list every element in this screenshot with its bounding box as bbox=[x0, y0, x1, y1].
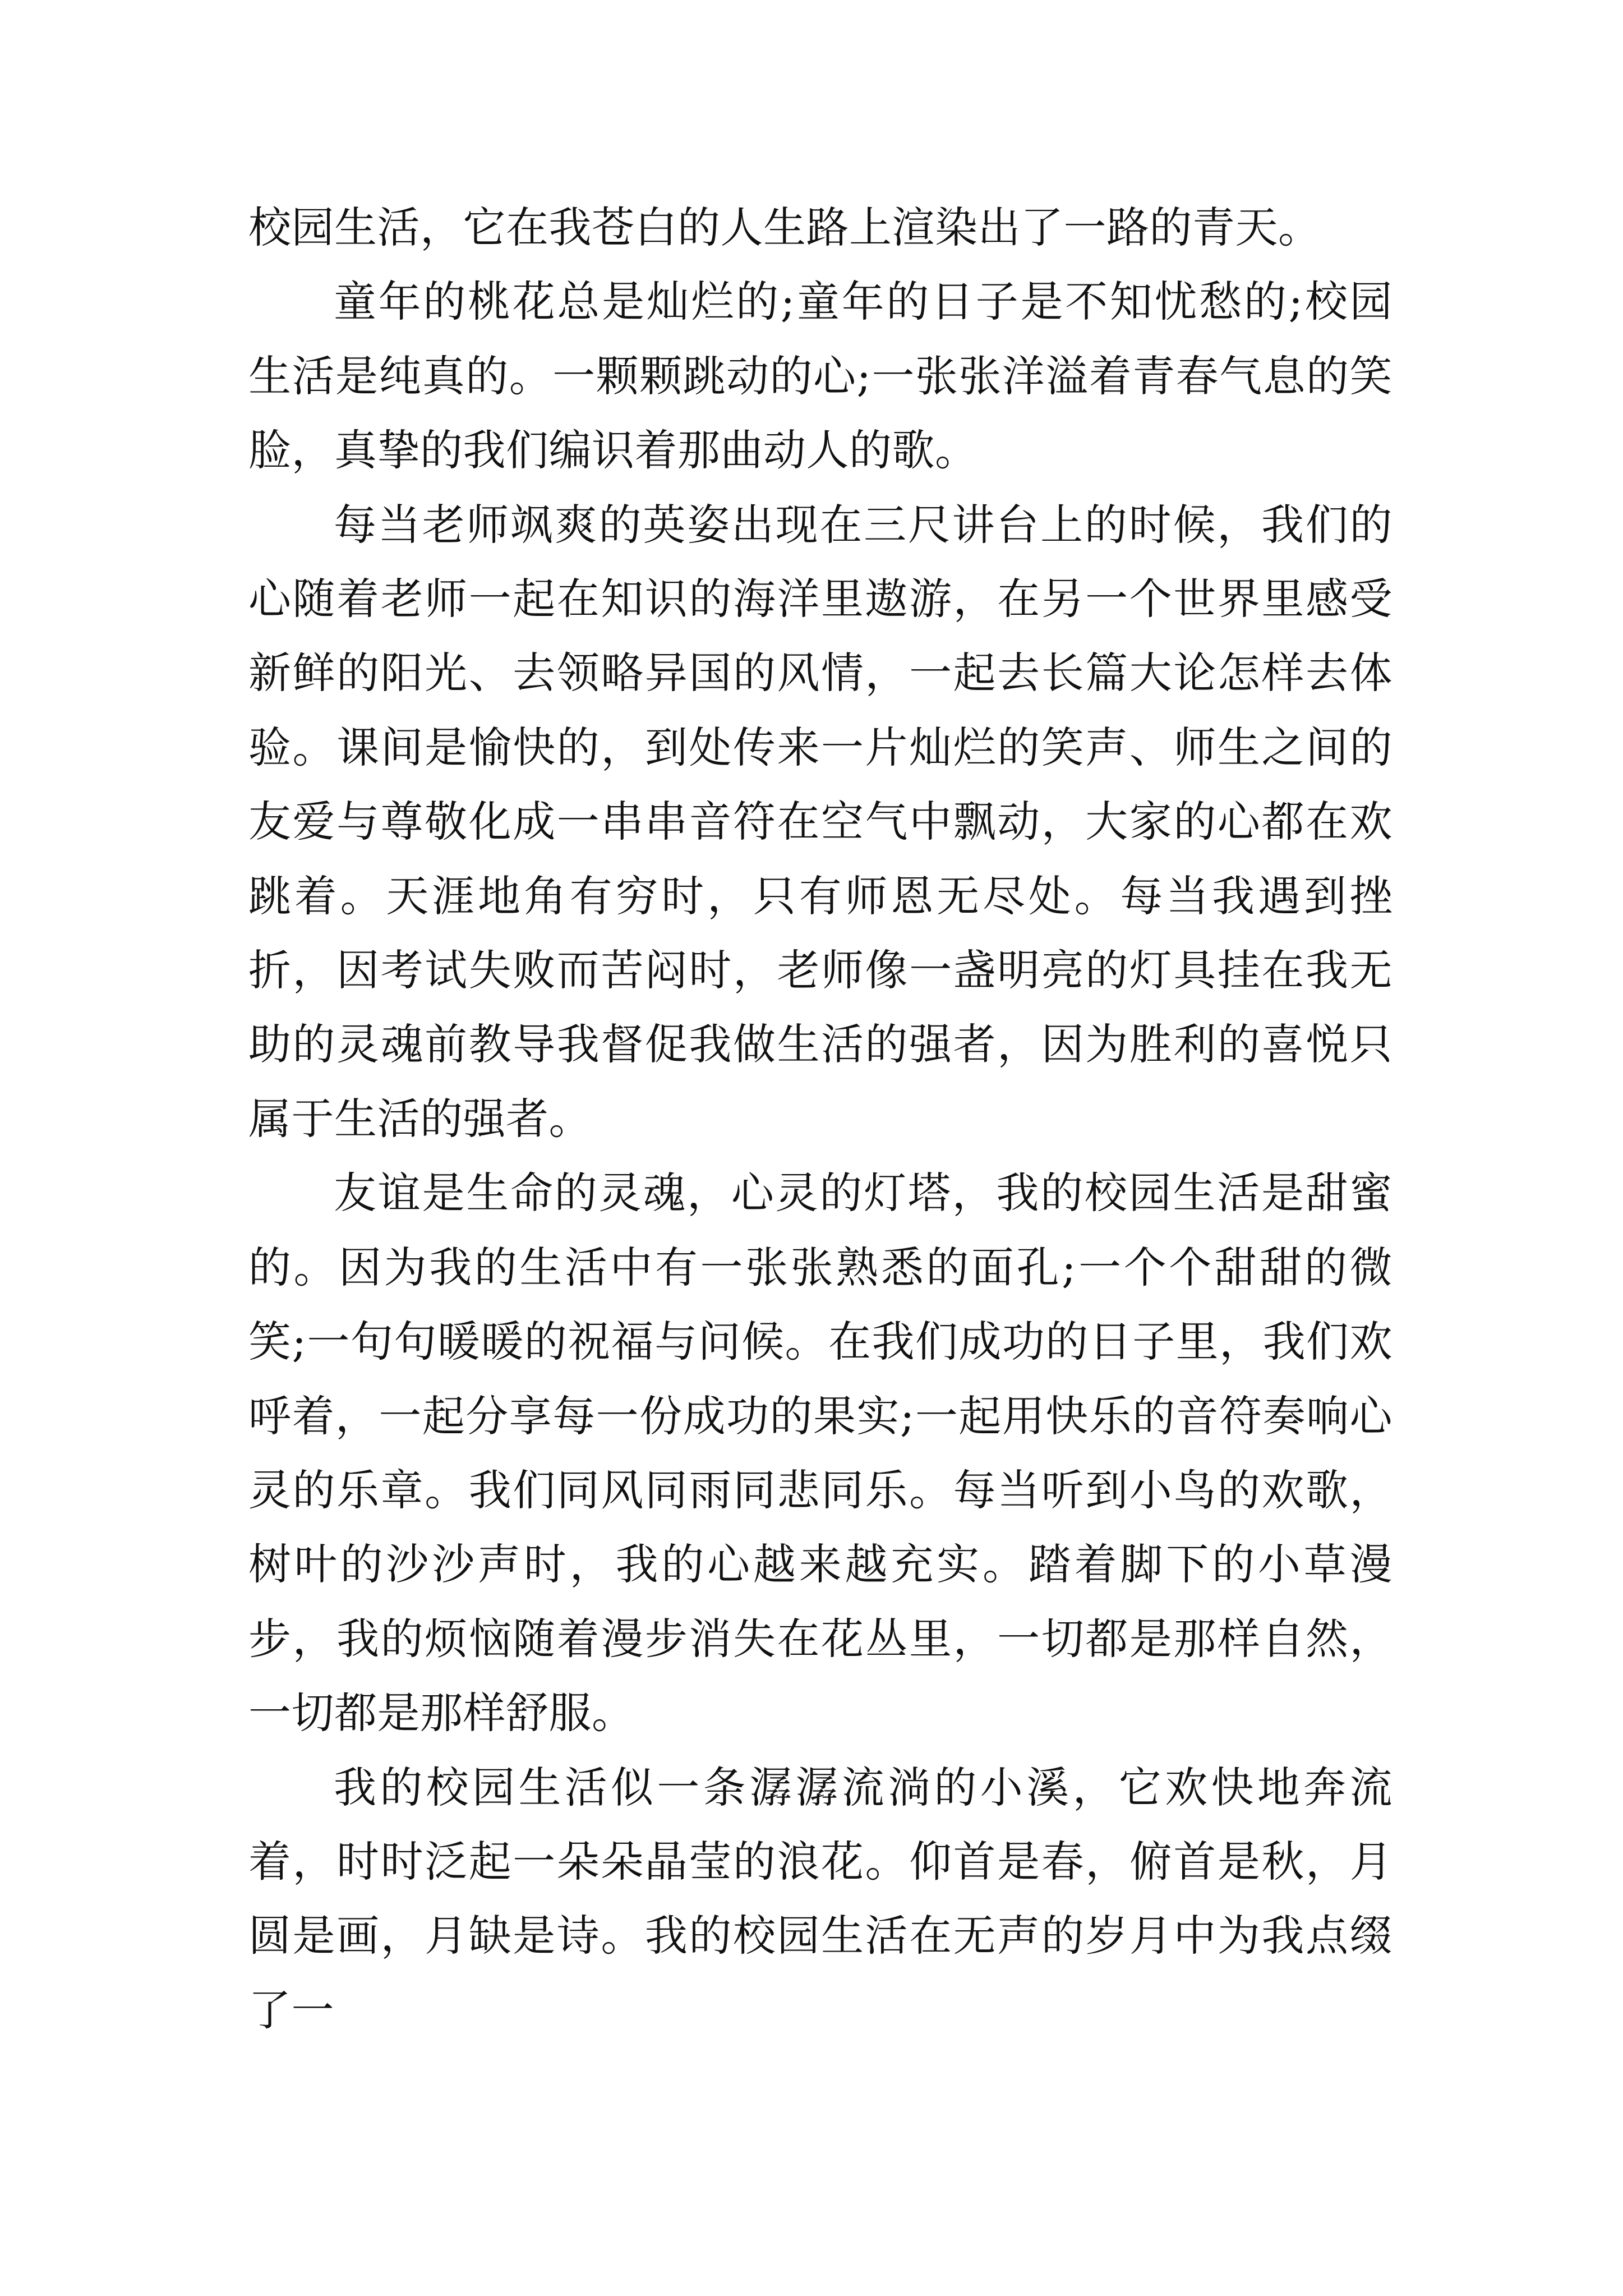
paragraph-4: 友谊是生命的灵魂，心灵的灯塔，我的校园生活是甜蜜的。因为我的生活中有一张张熟悉的面孔;一个个甜甜的微笑;一句句暖暖的祝福与问候。在我们成功的日子里，我们欢呼着，一起分享每一份成功的果实;一起用快乐的音符奏响心灵的乐章。我们同风同雨同悲同乐。每当听到小鸟的欢歌，树叶的沙沙声时，我的心越来越充实。踏着脚下的小草漫步，我的烦恼随着漫步消失在花丛里，一切都是那样自然，一切都是那样舒服。 bbox=[248, 1168, 1393, 1738]
document-body bbox=[248, 191, 1393, 2047]
paragraph-3: 每当老师飒爽的英姿出现在三尺讲台上的时候，我们的心随着老师一起在知识的海洋里遨游，在另一个世界里感受新鲜的阳光、去领略异国的风情，一起去长篇大论怎样去体验。课间是愉快的，到处传来一片灿烂的笑声、师生之间的友爱与尊敬化成一串串音符在空气中飘动，大家的心都在欢跳着。天涯地角有穷时，只有师恩无尽处。每当我遇到挫折，因考试失败而苦闷时，老师像一盏明亮的灯具挂在我无助的灵魂前教导我督促我做生活的强者，因为胜利的喜悦只属于生活的强者。 bbox=[248, 499, 1393, 1144]
paragraph-2: 童年的桃花总是灿烂的;童年的日子是不知忧愁的;校园生活是纯真的。一颗颗跳动的心;一张张洋溢着青春气息的笑脸，真挚的我们编识着那曲动人的歌。 bbox=[248, 277, 1393, 476]
paragraph-1: 校园生活，它在我苍白的人生路上渲染出了一路的青天。 bbox=[248, 203, 1321, 252]
paragraph-5: 我的校园生活似一条潺潺流淌的小溪，它欢快地奔流着，时时泛起一朵朵晶莹的浪花。仰首是春，俯首是秋，月圆是画，月缺是诗。我的校园生活在无声的岁月中为我点缀了一 bbox=[248, 1762, 1393, 2035]
